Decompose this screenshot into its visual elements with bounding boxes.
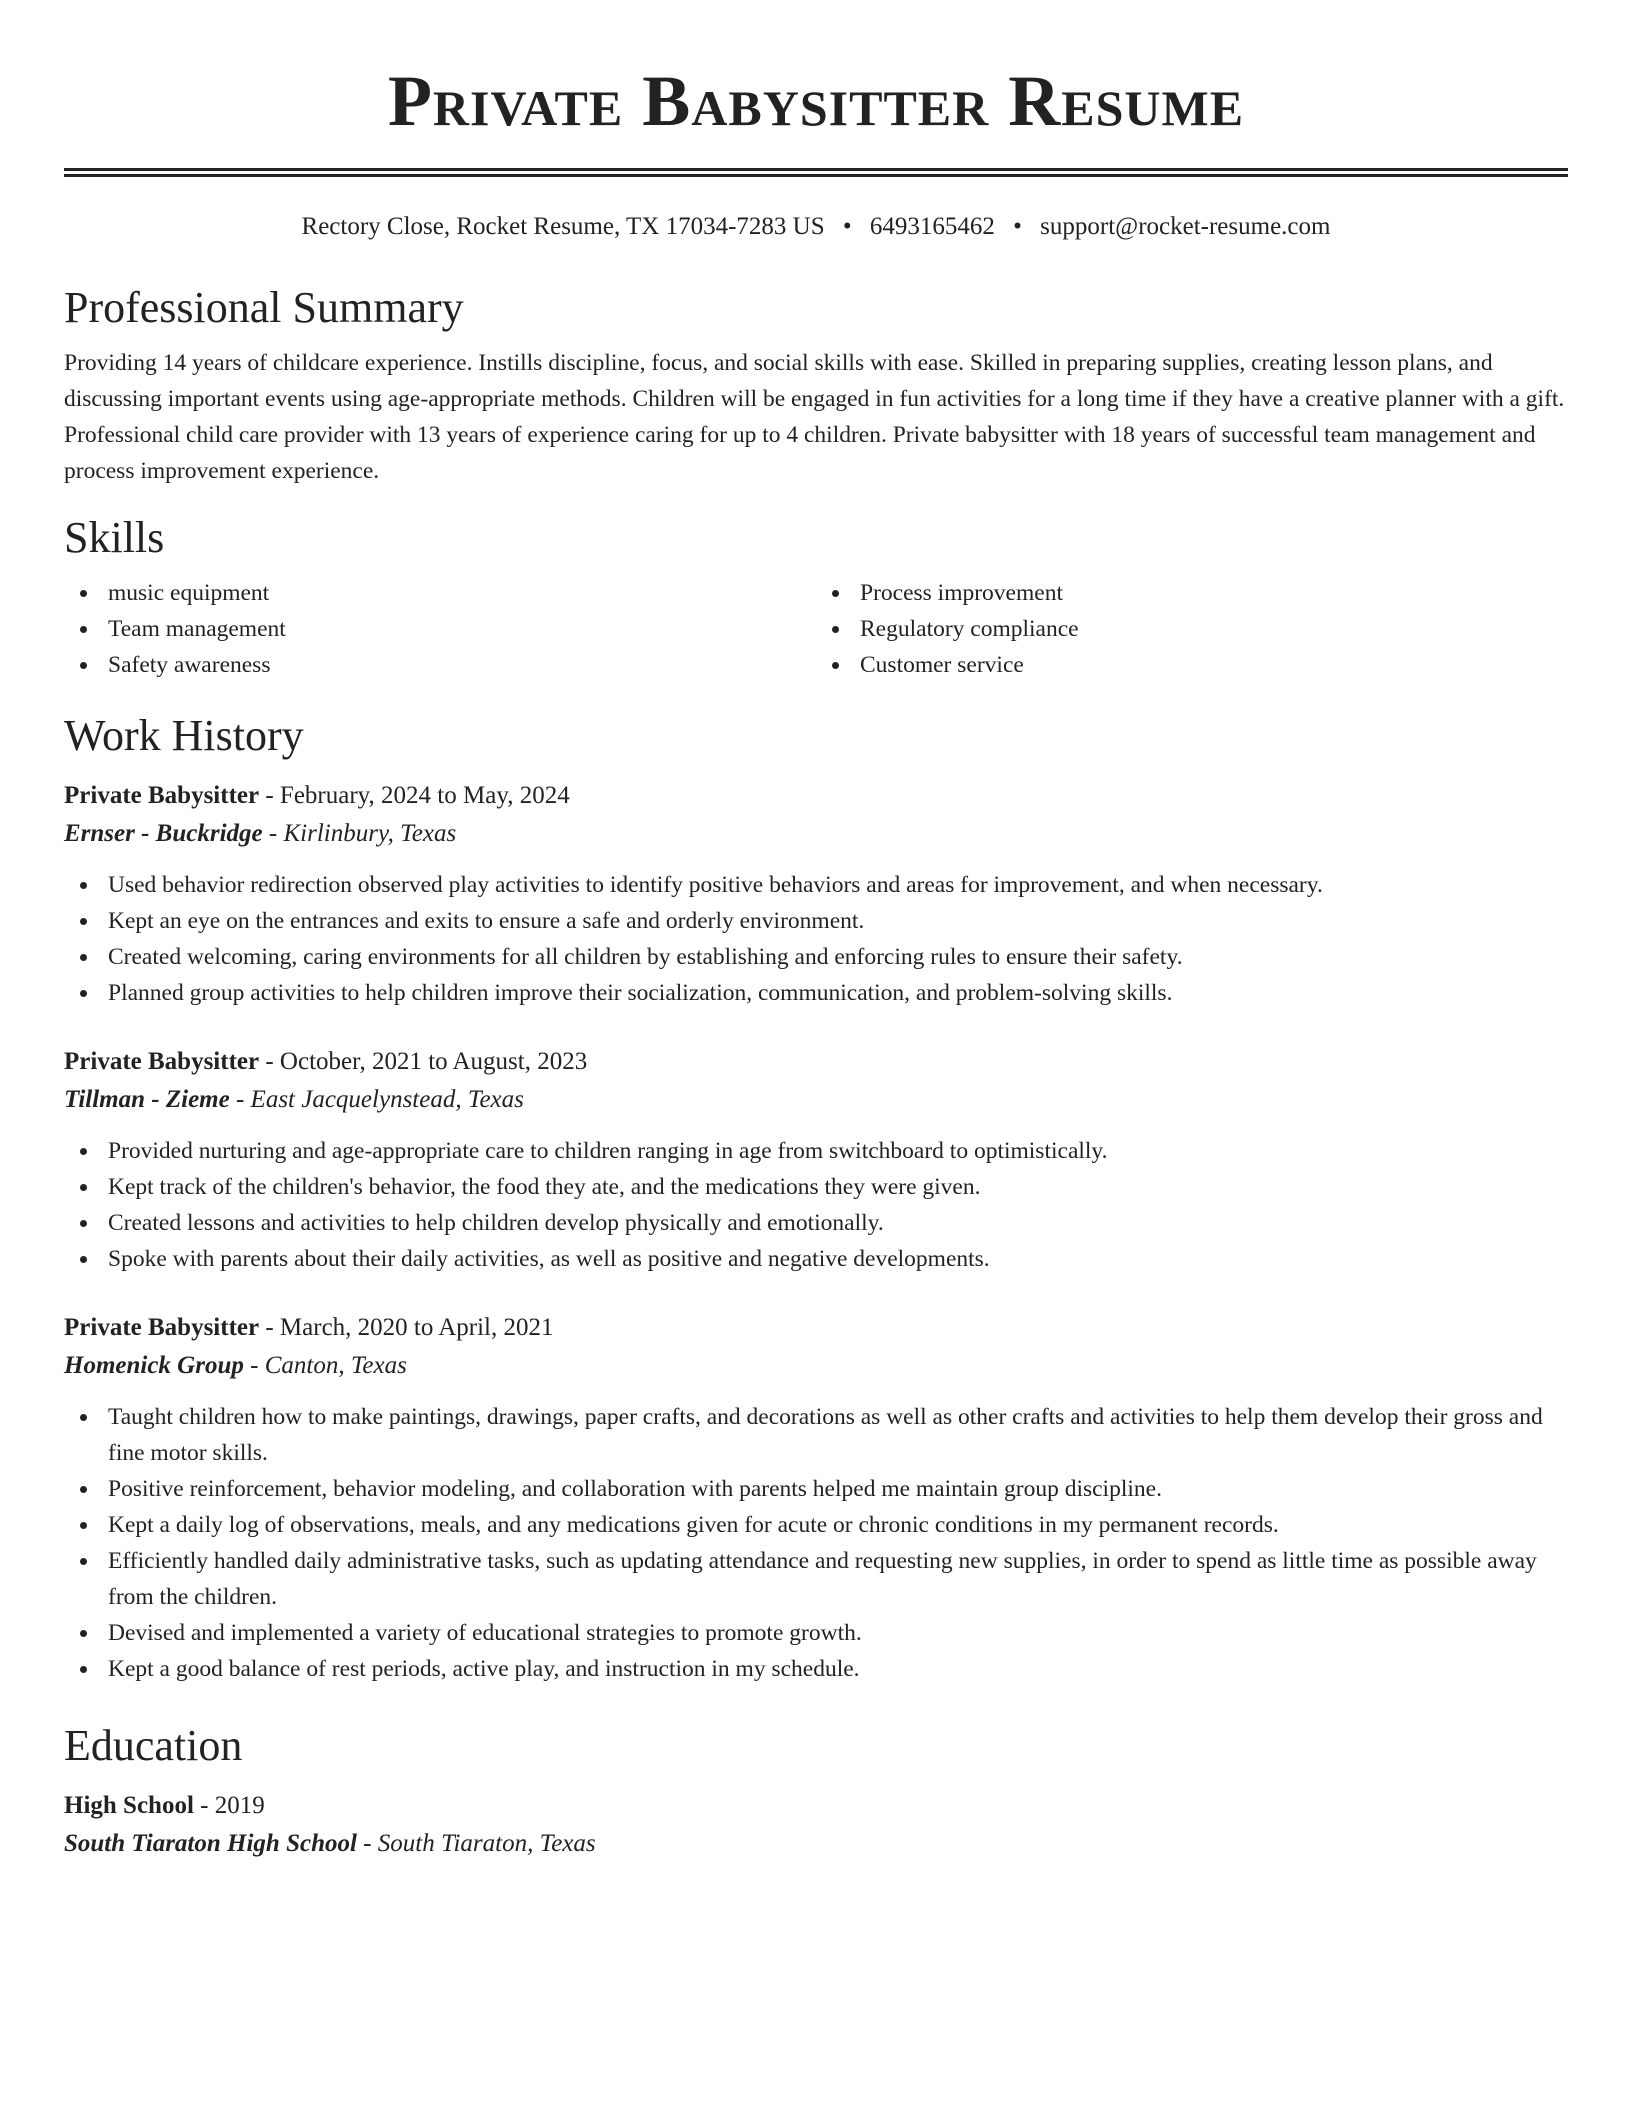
employer-name: Tillman - Zieme [64,1086,230,1113]
employer-separator: - [268,820,284,847]
contact-separator: • [1013,213,1022,240]
employer-location: Canton, Texas [264,1352,407,1379]
job-duties [64,867,1568,1011]
skill-item: Safety awareness [64,647,816,683]
job-duty: Positive reinforcement, behavior modeling, and collaboration with parents helped me maintain group discipline. [64,1471,1568,1507]
school-line [64,1825,1568,1863]
job-duty: Spoke with parents about their daily activities, as well as positive and negative developments. [64,1241,1568,1277]
job-duty: Kept track of the children's behavior, the food they ate, and the medications they were given. [64,1169,1568,1205]
skill-item: music equipment [64,575,816,611]
job-duty: Devised and implemented a variety of educational strategies to promote growth. [64,1615,1568,1651]
contact-line [64,211,1568,243]
summary-text: Providing 14 years of childcare experience. Instills discipline, focus, and social skills with ease. Skilled in preparing supplies, creating lesson plans, and discussing important events using age-appropriate methods. Children will be engaged in fun activities for a long time if they have a creative planner with a gift. Professional child care provider with 13 years of experience caring for up to 4 children. Private babysitter with 18 years of successful team management and process improvement experience. [64,350,1565,484]
employer-location: East Jacquelynstead, Texas [250,1086,524,1113]
contact-phone: 6493165462 [869,213,995,240]
degree-line [64,1787,1568,1825]
skills-heading: Skills [64,513,165,562]
school-separator: - [363,1830,378,1857]
skill-item: Team management [64,611,816,647]
job-duty: Kept a good balance of rest periods, active play, and instruction in my schedule. [64,1651,1568,1687]
employer-line [64,1081,1568,1119]
job-title: Private Babysitter [64,1048,260,1075]
job-duty: Efficiently handled daily administrative tasks, such as updating attendance and requesting new supplies, in order to spend as little time as possible away from the children. [64,1543,1568,1615]
contact-separator: • [842,213,852,240]
job-title-line [64,777,1568,815]
job-dates-separator: - [265,782,280,809]
job-entry [64,777,1568,1011]
job-dates: October, 2021 to August, 2023 [279,1048,588,1075]
job-duty: Provided nurturing and age-appropriate care to children ranging in age from switchboard to optimistically. [64,1133,1568,1169]
job-entry [64,1043,1568,1277]
employer-separator: - [250,1352,265,1379]
education-entry [64,1787,1568,1863]
skill-item: Customer service [816,647,1568,683]
job-duty: Used behavior redirection observed play activities to identify positive behaviors and areas for improvement, and when necessary. [64,867,1568,903]
skills-column-left [64,575,816,683]
degree-year-separator: - [200,1792,215,1819]
resume-title: Private Babysitter Resume [387,61,1245,141]
employer-separator: - [235,1086,251,1113]
employer-name: Homenick Group [64,1352,244,1379]
job-title: Private Babysitter [64,1314,260,1341]
job-duty: Taught children how to make paintings, drawings, paper crafts, and decorations as well as other crafts and activities to help them develop their gross and fine motor skills. [64,1399,1568,1471]
school-location: South Tiaraton, Texas [377,1830,596,1857]
employer-line [64,815,1568,853]
job-title: Private Babysitter [64,782,260,809]
title-double-rule [64,168,1568,177]
job-dates: March, 2020 to April, 2021 [279,1314,554,1341]
education-heading: Education [64,1721,243,1770]
graduation-year: 2019 [214,1792,265,1819]
employer-name: Ernser - Buckridge [64,820,263,847]
work-history-heading: Work History [64,711,304,760]
degree: High School [64,1792,194,1819]
skill-item: Process improvement [816,575,1568,611]
contact-email: support@rocket-resume.com [1040,213,1331,240]
skills-column-right [816,575,1568,683]
job-title-line [64,1043,1568,1081]
job-dates-separator: - [265,1314,280,1341]
job-entry [64,1309,1568,1687]
contact-address: Rectory Close, Rocket Resume, TX 17034-7283 US [301,213,825,240]
job-title-line [64,1309,1568,1347]
summary-heading: Professional Summary [64,283,464,332]
job-duty: Kept a daily log of observations, meals, and any medications given for acute or chronic conditions in my permanent records. [64,1507,1568,1543]
job-duty: Planned group activities to help children improve their socialization, communication, and problem-solving skills. [64,975,1568,1011]
job-dates: February, 2024 to May, 2024 [279,782,570,809]
job-duty: Kept an eye on the entrances and exits to ensure a safe and orderly environment. [64,903,1568,939]
skill-item: Regulatory compliance [816,611,1568,647]
skills-grid [64,575,1568,683]
job-duty: Created welcoming, caring environments for all children by establishing and enforcing rules to ensure their safety. [64,939,1568,975]
job-duties [64,1133,1568,1277]
employer-line [64,1347,1568,1385]
job-duty: Created lessons and activities to help children develop physically and emotionally. [64,1205,1568,1241]
school-name: South Tiaraton High School [64,1830,357,1857]
employer-location: Kirlinbury, Texas [283,820,457,847]
job-dates-separator: - [265,1048,280,1075]
job-duties [64,1399,1568,1687]
